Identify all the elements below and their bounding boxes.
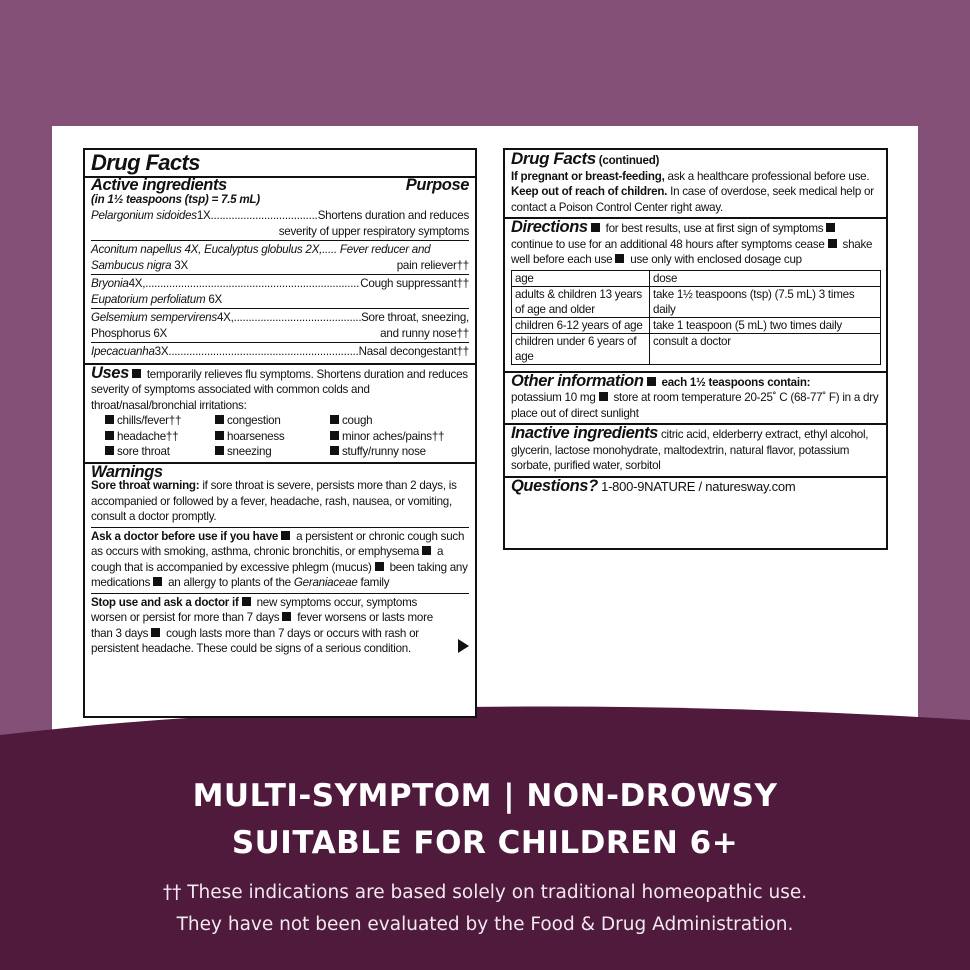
directions-heading: Directions [511,218,588,236]
stop-use-text: new symptoms occur, symptoms worsen or persist for more than 7 days [91,595,418,624]
uses-heading: Uses [91,363,129,382]
drug-facts-continued-title: Drug Facts [511,149,596,168]
ingredient-purpose: and runny nose†† [380,326,469,340]
overdose-text: In case of overdose, seek medical help or contact a Poison Control Center right away. [511,185,874,214]
list-item: stuffy/runny nose [330,444,480,460]
pregnancy-section [505,150,886,219]
ingredient-purpose: Nasal decongestant†† [358,345,469,358]
keep-out-label: Keep out of reach of children. [511,185,668,198]
continue-arrow-icon [458,639,469,653]
pregnancy-label: If pregnant or breast-feeding, [511,169,665,183]
continued-label: (continued) [598,154,660,167]
ingredient-name: Bryonia [91,277,129,290]
table-cell: adults & children 13 years of age and older [512,286,650,317]
ingredient-dose: 6X [205,292,223,306]
directions-text: for best results, use at first sign of symptoms [602,222,824,235]
directions-text: use only with enclosed dosage cup [627,253,802,266]
list-item: sneezing [215,444,330,460]
inactive-ingredients-section [505,425,886,478]
table-cell: children under 6 years of age [512,333,650,364]
ask-doctor-text: a cough that is accompanied by excessive phlegm (mucus) [91,545,444,574]
other-info-text: store at room temperature 20-25˚ C (68-77˚ F) in a dry place out of direct sunlight [511,391,879,420]
ingredient-row [91,274,469,308]
list-item: sore throat [105,444,215,460]
ingredient-row [91,342,469,361]
ask-doctor-text: a persistent or chronic cough such as occurs with smoking, asthma, chronic bronchitis, or emphysema [91,529,465,558]
ingredient-name: Aconitum napellus 4X, Eucalyptus globulus 2X,..... Fever reducer and [91,243,431,256]
drug-facts-title: Drug Facts [91,150,200,175]
banner-line-1: MULTI-SYMPTOM | NON-DROWSY [192,778,778,814]
table-row [512,317,881,333]
ingredient-purpose: severity of upper respiratory symptoms [278,224,469,238]
list-item: minor aches/pains†† [330,429,480,445]
dosage-table [511,270,881,365]
ingredient-row [91,240,469,274]
pregnancy-text: ask a healthcare professional before use. [664,169,870,183]
ingredient-dose: 4X, [216,311,234,324]
table-cell: take 1 teaspoon (5 mL) two times daily [650,317,881,333]
list-item: headache†† [105,429,215,445]
ingredient-purpose: Shortens duration and reduces [317,209,469,222]
uses-text: temporarily relieves flu symptoms. Shortens duration and reduces severity of symptoms associated with common colds and throat/nasal/bronchial irritations: [91,367,468,412]
ingredient-purpose: pain reliever†† [396,258,469,272]
table-cell: take 1½ teaspoons (tsp) (7.5 mL) 3 times daily [650,286,881,317]
other-info-text: potassium 10 mg [511,391,596,404]
table-cell: consult a doctor [650,333,881,364]
drug-facts-panel-left [83,148,477,718]
warnings-section [85,464,475,659]
purpose-heading: Purpose [405,176,469,194]
banner-line-2: SUITABLE FOR CHILDREN 6+ [231,825,739,861]
table-row [512,333,881,364]
other-information-section [505,373,886,426]
table-row [512,286,881,317]
questions-contact: 1-800-9NATURE / naturesway.com [597,478,796,494]
plant-family: Geraniaceae [293,576,358,589]
uses-section [85,365,475,464]
stop-use-text: cough lasts more than 7 days or occurs with rash or persistent headache. These could be signs of a serious condition. [91,626,419,655]
ingredient-name: Ipecacuanha [91,345,155,358]
ingredient-dose: 3X [171,258,188,272]
list-item: cough [330,413,480,429]
stop-use-text: fever worsens or lasts more than 3 days [91,611,433,640]
table-cell: children 6-12 years of age [512,317,650,333]
stop-use-label: Stop use and ask a doctor if [91,595,239,609]
questions-heading: Questions? [511,476,598,495]
ingredient-row [91,308,469,342]
directions-section [505,219,886,373]
ingredient-name: Gelsemium sempervirens [91,311,217,324]
ingredient-dose: 1X [196,209,211,222]
table-header: age [512,270,650,286]
other-information-heading: Other information [511,371,644,390]
symptom-list [91,413,469,460]
ask-doctor-text: been taking any medications [91,560,468,589]
ingredient-name: Eupatorium perfoliatum [91,292,206,306]
inactive-ingredients-text: citric acid, elderberry extract, ethyl alcohol, glycerin, lactose monohydrate, maltodextrin, natural flavor, potassium sorbate, purified water, sorbitol [511,428,869,472]
list-item: hoarseness [215,429,330,445]
questions-section [505,478,886,498]
top-background [0,0,970,130]
list-item: chills/fever†† [105,413,215,429]
ask-doctor-text: an allergy to plants of the [165,576,291,589]
ingredient-name: Sambucus nigra [91,258,172,272]
table-header: dose [650,270,881,286]
footnote-line-1: †† These indications are based solely on traditional homeopathic use. [162,882,808,903]
active-ingredients-heading: Active ingredients [91,176,227,194]
directions-text: shake well before each use [511,237,873,266]
ingredient-row [91,207,469,240]
ingredient-dose: 4X, [128,277,146,290]
footnote-line-2: They have not been evaluated by the Food & Drug Administration. [176,914,794,935]
directions-text: continue to use for an additional 48 hours after symptoms cease [511,237,825,251]
ingredient-dose: 3X [154,345,169,358]
active-ingredients-section [85,178,475,365]
list-item: congestion [215,413,330,429]
drug-facts-panel-right [503,148,888,550]
sore-throat-label: Sore throat warning: [91,479,200,492]
other-info-text: each 1½ teaspoons contain: [658,375,811,389]
serving-size: (in 1½ teaspoons (tsp) = 7.5 mL) [91,192,260,206]
ask-doctor-label: Ask a doctor before use if you have [91,529,279,543]
warnings-heading: Warnings [91,462,163,481]
sore-throat-text: if sore throat is severe, persists more than 2 days, is accompanied or followed by a fever, headache, rash, nausea, or vomiting, consult a doctor promptly. [91,479,457,523]
ingredient-name: Phosphorus 6X [91,326,168,340]
ingredient-name: Pelargonium sidoides [91,209,197,222]
inactive-ingredients-heading: Inactive ingredients [511,424,658,442]
ingredient-purpose: Cough suppressant†† [360,277,469,290]
ingredient-purpose: Sore throat, sneezing, [361,311,469,324]
ask-doctor-text: family [357,576,390,589]
table-header-row [512,270,881,286]
